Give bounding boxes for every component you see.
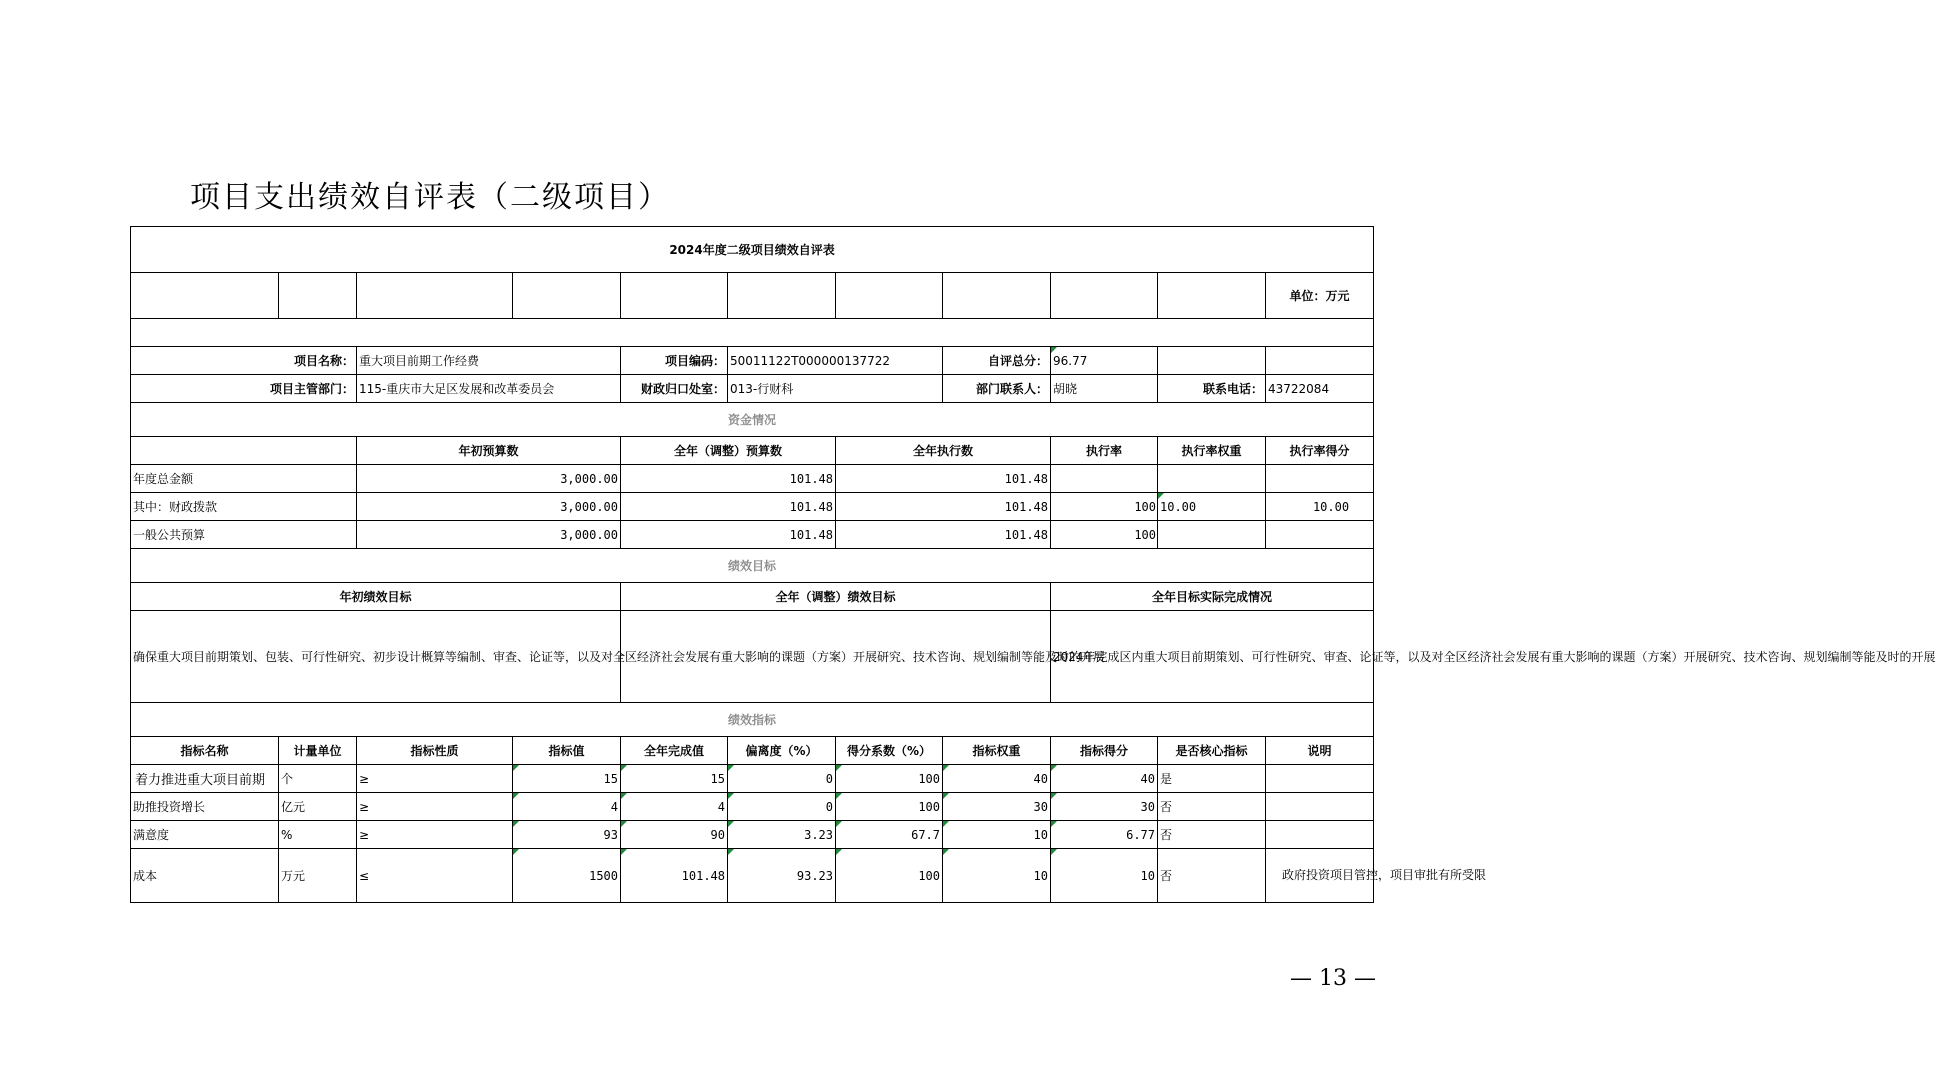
funds-rate xyxy=(1051,465,1158,493)
funds-rate: 100 xyxy=(1051,493,1158,521)
goal-adjusted-text xyxy=(621,611,1051,703)
self-score-value: 96.77 xyxy=(1051,347,1158,375)
funds-row-name: 其中：财政拨款 xyxy=(131,493,357,521)
funds-adjusted: 101.48 xyxy=(621,465,836,493)
blank-cell xyxy=(357,273,513,319)
project-name-value: 重大项目前期工作经费 xyxy=(357,347,621,375)
ind-header-nature: 指标性质 xyxy=(357,737,513,765)
indicator-actual: 101.48 xyxy=(621,849,728,903)
indicator-core: 否 xyxy=(1158,821,1266,849)
funds-score xyxy=(1266,521,1374,549)
funds-score: 10.00 xyxy=(1266,493,1374,521)
section-goals: 绩效目标 xyxy=(131,549,1374,583)
funds-rate: 100 xyxy=(1051,521,1158,549)
finance-office-value: 013-行财科 xyxy=(728,375,943,403)
ind-header-core: 是否核心指标 xyxy=(1158,737,1266,765)
indicator-row xyxy=(131,765,1374,793)
indicator-deviation: 3.23 xyxy=(728,821,836,849)
goals-header-actual: 全年目标实际完成情况 xyxy=(1051,583,1374,611)
blank-cell xyxy=(728,273,836,319)
indicator-core: 否 xyxy=(1158,849,1266,903)
document-title: 项目支出绩效自评表（二级项目） xyxy=(190,180,670,215)
blank-cell xyxy=(1051,273,1158,319)
project-code-label: 项目编码： xyxy=(621,347,728,375)
goals-header-initial: 年初绩效目标 xyxy=(131,583,621,611)
funds-row xyxy=(131,465,1374,493)
ind-header-score: 指标得分 xyxy=(1051,737,1158,765)
goal-initial-text: 确保重大项目前期策划、包装、可行性研究、初步设计概算等编制、审查、论证等，以及对全区经济社会发展有重大影响的课题（方案）开展研究、技术咨询、规划编制等能及时的开展 xyxy=(131,611,621,703)
indicator-weight: 10 xyxy=(943,821,1051,849)
finance-office-label: 财政归口处室： xyxy=(621,375,728,403)
performance-table xyxy=(130,226,1936,903)
funds-row xyxy=(131,521,1374,549)
blank-cell xyxy=(279,273,357,319)
contact-label: 部门联系人： xyxy=(943,375,1051,403)
ind-header-deviation: 偏离度（%） xyxy=(728,737,836,765)
blank-cell xyxy=(1158,347,1266,375)
funds-header-initial: 年初预算数 xyxy=(357,437,621,465)
indicator-deviation: 0 xyxy=(728,765,836,793)
funds-header-weight: 执行率权重 xyxy=(1158,437,1266,465)
table-title: 2024年度二级项目绩效自评表 xyxy=(131,227,1374,273)
ind-header-note: 说明 xyxy=(1266,737,1374,765)
funds-row-name: 年度总金额 xyxy=(131,465,357,493)
indicator-coef: 100 xyxy=(836,849,943,903)
funds-header-executed: 全年执行数 xyxy=(836,437,1051,465)
project-code-value: 50011122T000000137722 xyxy=(728,347,943,375)
ind-header-target: 指标值 xyxy=(513,737,621,765)
contact-value: 胡晓 xyxy=(1051,375,1158,403)
ind-header-unit: 计量单位 xyxy=(279,737,357,765)
indicator-row xyxy=(131,849,1374,903)
indicator-nature: ≥ xyxy=(357,821,513,849)
funds-row xyxy=(131,493,1374,521)
funds-header-score: 执行率得分 xyxy=(1266,437,1374,465)
indicator-nature: ≤ xyxy=(357,849,513,903)
unit-label: 单位：万元 xyxy=(1266,273,1374,319)
funds-header-rate: 执行率 xyxy=(1051,437,1158,465)
indicator-note xyxy=(1266,821,1374,849)
indicator-row xyxy=(131,821,1374,849)
goal-actual-text: 2024年完成区内重大项目前期策划、可行性研究、审查、论证等，以及对全区经济社会发展有重大影响的课题（方案）开展研究、技术咨询、规划编制等能及时的开展 xyxy=(1051,611,1374,703)
indicator-weight: 10 xyxy=(943,849,1051,903)
blank-cell xyxy=(131,273,279,319)
section-funds: 资金情况 xyxy=(131,403,1374,437)
project-name-label: 项目名称： xyxy=(131,347,357,375)
indicator-deviation: 0 xyxy=(728,793,836,821)
indicator-note: 政府投资项目管控，项目审批有所受限 xyxy=(1266,849,1374,903)
indicator-name: 助推投资增长 xyxy=(131,793,279,821)
funds-initial: 3,000.00 xyxy=(357,465,621,493)
indicator-target: 4 xyxy=(513,793,621,821)
funds-executed: 101.48 xyxy=(836,493,1051,521)
section-indicators: 绩效指标 xyxy=(131,703,1374,737)
indicator-coef: 100 xyxy=(836,765,943,793)
indicator-actual: 4 xyxy=(621,793,728,821)
indicator-score: 6.77 xyxy=(1051,821,1158,849)
indicator-target: 1500 xyxy=(513,849,621,903)
indicator-name: 满意度 xyxy=(131,821,279,849)
indicator-name: 成本 xyxy=(131,849,279,903)
ind-header-weight: 指标权重 xyxy=(943,737,1051,765)
funds-initial: 3,000.00 xyxy=(357,521,621,549)
blank-cell xyxy=(1266,347,1374,375)
indicator-target: 93 xyxy=(513,821,621,849)
self-score-label: 自评总分： xyxy=(943,347,1051,375)
indicator-nature: ≥ xyxy=(357,793,513,821)
indicator-coef: 100 xyxy=(836,793,943,821)
indicator-weight: 30 xyxy=(943,793,1051,821)
dept-label: 项目主管部门： xyxy=(131,375,357,403)
indicator-score: 40 xyxy=(1051,765,1158,793)
page-number: — 13 — xyxy=(1290,966,1376,991)
indicator-nature: ≥ xyxy=(357,765,513,793)
indicator-actual: 90 xyxy=(621,821,728,849)
indicator-row xyxy=(131,793,1374,821)
phone-value: 43722084 xyxy=(1266,375,1374,403)
dept-value: 115-重庆市大足区发展和改革委员会 xyxy=(357,375,621,403)
indicator-name: 着力推进重大项目前期 xyxy=(131,765,279,793)
ind-header-coef: 得分系数（%） xyxy=(836,737,943,765)
funds-adjusted: 101.48 xyxy=(621,493,836,521)
funds-weight: 10.00 xyxy=(1158,493,1266,521)
funds-adjusted: 101.48 xyxy=(621,521,836,549)
blank-row xyxy=(131,319,1374,347)
indicator-deviation: 93.23 xyxy=(728,849,836,903)
funds-header-adjusted: 全年（调整）预算数 xyxy=(621,437,836,465)
indicator-core: 否 xyxy=(1158,793,1266,821)
blank-cell xyxy=(943,273,1051,319)
funds-score xyxy=(1266,465,1374,493)
indicator-unit: 万元 xyxy=(279,849,357,903)
indicator-target: 15 xyxy=(513,765,621,793)
indicator-score: 10 xyxy=(1051,849,1158,903)
indicator-note xyxy=(1266,765,1374,793)
goals-header-adjusted: 全年（调整）绩效目标 xyxy=(621,583,1051,611)
funds-weight xyxy=(1158,465,1266,493)
ind-header-actual: 全年完成值 xyxy=(621,737,728,765)
funds-initial: 3,000.00 xyxy=(357,493,621,521)
indicator-core: 是 xyxy=(1158,765,1266,793)
indicator-actual: 15 xyxy=(621,765,728,793)
blank-cell xyxy=(513,273,621,319)
indicator-coef: 67.7 xyxy=(836,821,943,849)
blank-cell xyxy=(1158,273,1266,319)
indicator-weight: 40 xyxy=(943,765,1051,793)
funds-executed: 101.48 xyxy=(836,465,1051,493)
blank-cell xyxy=(836,273,943,319)
indicator-note xyxy=(1266,793,1374,821)
phone-label: 联系电话： xyxy=(1158,375,1266,403)
funds-executed: 101.48 xyxy=(836,521,1051,549)
ind-header-name: 指标名称 xyxy=(131,737,279,765)
indicator-unit: % xyxy=(279,821,357,849)
indicator-unit: 个 xyxy=(279,765,357,793)
blank-cell xyxy=(131,437,357,465)
funds-row-name: 一般公共预算 xyxy=(131,521,357,549)
indicator-unit: 亿元 xyxy=(279,793,357,821)
funds-weight xyxy=(1158,521,1266,549)
indicator-score: 30 xyxy=(1051,793,1158,821)
blank-cell xyxy=(621,273,728,319)
